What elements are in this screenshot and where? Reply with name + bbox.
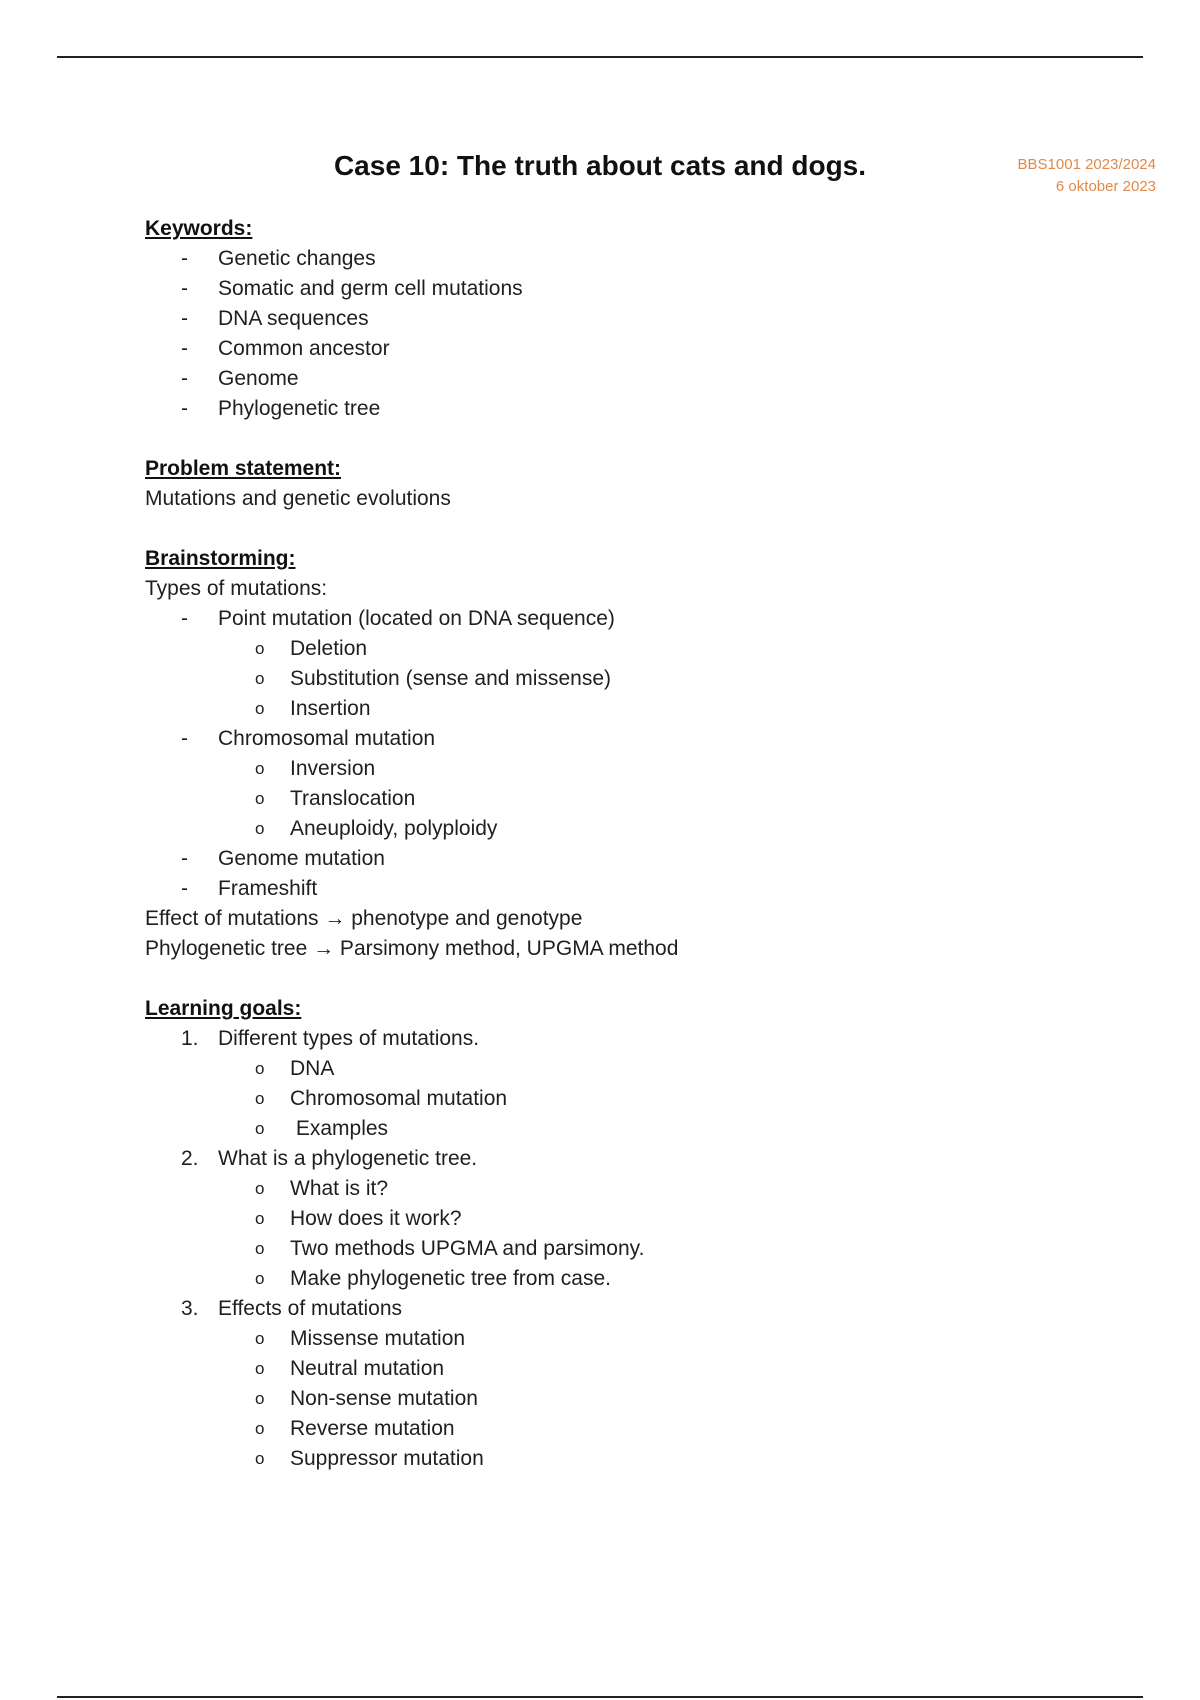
learning-subgoal-item: o Non-sense mutation bbox=[255, 1387, 478, 1410]
bottom-rule bbox=[57, 1696, 1143, 1698]
learning-subgoal-item: o Neutral mutation bbox=[255, 1357, 445, 1380]
learning-subgoal-item: o How does it work? bbox=[255, 1207, 462, 1230]
learning-subgoal-item: o Make phylogenetic tree from case. bbox=[255, 1267, 611, 1290]
brainstorming-heading: Brainstorming: bbox=[145, 547, 296, 570]
mutation-subtype-item: o Deletion bbox=[255, 637, 368, 660]
mutation-subtype-item: o Insertion bbox=[255, 697, 371, 720]
learning-subgoal-item: o Two methods UPGMA and parsimony. bbox=[255, 1237, 645, 1260]
document-body bbox=[145, 214, 1045, 1474]
learning-subgoal-item: o What is it? bbox=[255, 1177, 389, 1200]
problem-heading: Problem statement: bbox=[145, 457, 342, 480]
learning-subgoal-item: o Missense mutation bbox=[255, 1327, 466, 1350]
learning-subgoal-item: o Reverse mutation bbox=[255, 1417, 455, 1440]
brainstorming-intro: Types of mutations: bbox=[145, 577, 328, 600]
learning-goals-heading: Learning goals: bbox=[145, 997, 302, 1020]
keyword-item: - DNA sequences bbox=[181, 307, 369, 330]
problem-text: Mutations and genetic evolutions bbox=[145, 487, 451, 510]
learning-goal-item: 2. What is a phylogenetic tree. bbox=[181, 1147, 478, 1170]
learning-goal-item: 3. Effects of mutations bbox=[181, 1297, 403, 1320]
mutation-subtype-item: o Translocation bbox=[255, 787, 416, 810]
mutation-subtype-item: o Inversion bbox=[255, 757, 376, 780]
learning-goal-item: 1. Different types of mutations. bbox=[181, 1027, 480, 1050]
spacer bbox=[145, 424, 1045, 454]
keyword-item: - Somatic and germ cell mutations bbox=[181, 277, 523, 300]
effect-line: Effect of mutations → phenotype and genotype bbox=[145, 907, 583, 930]
spacer bbox=[145, 514, 1045, 544]
keyword-item: - Phylogenetic tree bbox=[181, 397, 381, 420]
mutation-type-item: - Frameshift bbox=[181, 877, 318, 900]
keyword-item: - Genetic changes bbox=[181, 247, 376, 270]
mutation-type-item: - Genome mutation bbox=[181, 847, 385, 870]
tree-line: Phylogenetic tree → Parsimony method, UPGMA method bbox=[145, 937, 679, 960]
keyword-item: - Genome bbox=[181, 367, 299, 390]
top-rule bbox=[57, 56, 1143, 58]
mutation-type-item: - Chromosomal mutation bbox=[181, 727, 436, 750]
document-title: Case 10: The truth about cats and dogs. bbox=[333, 150, 867, 181]
mutation-subtype-item: o Aneuploidy, polyploidy bbox=[255, 817, 498, 840]
learning-subgoal-item: o Suppressor mutation bbox=[255, 1447, 484, 1470]
spacer bbox=[145, 964, 1045, 994]
keyword-item: - Common ancestor bbox=[181, 337, 390, 360]
learning-subgoal-item: o DNA bbox=[255, 1057, 335, 1080]
course-code: BBS1001 2023/2024 bbox=[1017, 156, 1156, 173]
learning-subgoal-item: o Examples bbox=[255, 1117, 389, 1140]
mutation-subtype-item: o Substitution (sense and missense) bbox=[255, 667, 611, 690]
document-date: 6 oktober 2023 bbox=[1055, 178, 1156, 195]
keywords-heading: Keywords: bbox=[145, 217, 253, 240]
learning-subgoal-item: o Chromosomal mutation bbox=[255, 1087, 508, 1110]
mutation-type-item: - Point mutation (located on DNA sequence) bbox=[181, 607, 615, 630]
